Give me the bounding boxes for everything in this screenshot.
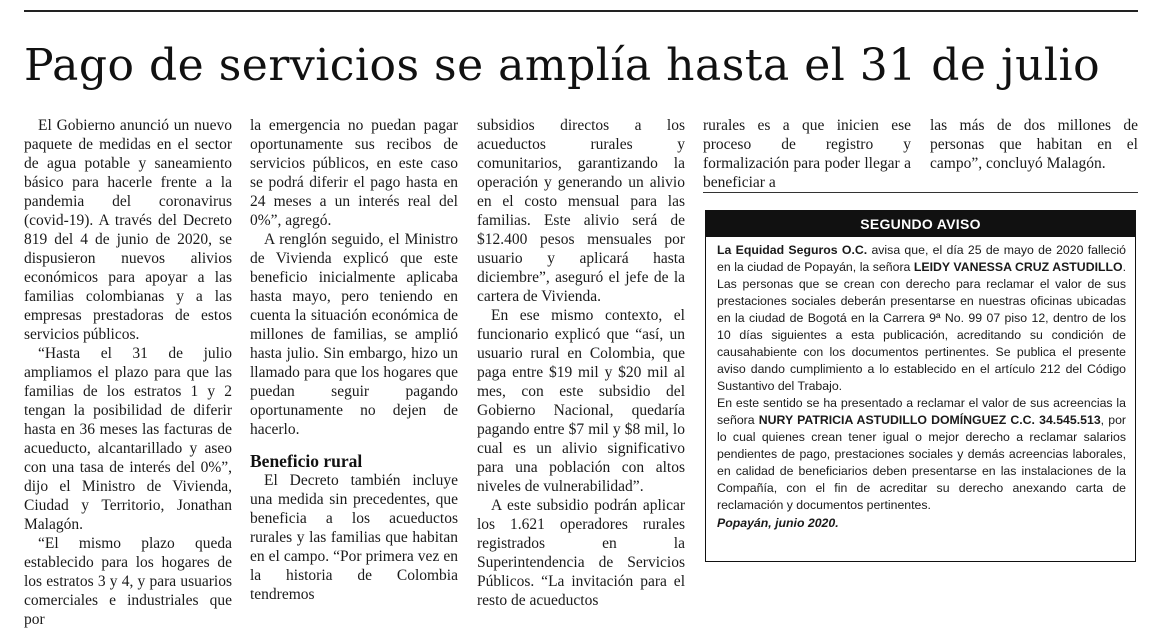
article-column-2 xyxy=(250,116,458,604)
article-paragraph: la emergencia no puedan pagar oportunamente sus recibos de servicios públicos, en este caso se podrá diferir el pago hasta en 24 meses a un interés real del 0%”, agregó. xyxy=(250,117,458,229)
headline: Pago de servicios se amplía hasta el 31 de julio xyxy=(24,40,1101,91)
article-paragraph: rurales es a que inicien ese proceso de registro y formalización para poder llegar a beneficiar a xyxy=(703,117,911,191)
notice-text: . Las personas que se crean con derecho para reclamar el valor de sus prestaciones sociales deberán presentarse en nuestras oficinas ubicadas en la ciudad de Bogotá en la Carrera 9ª No. 99 07 piso 12, dentro de los 10 días siguientes a esta publicación, acreditando su condición de causahabiente con los documentos pertinentes. Se publica el presente aviso dando cumplimiento a lo establecido en el artículo 212 del Código Sustantivo del Trabajo. xyxy=(717,260,1126,393)
notice-deceased-name: LEIDY VANESSA CRUZ ASTUDILLO xyxy=(913,260,1123,274)
article-column-1 xyxy=(24,116,232,629)
notice-claimant-name: NURY PATRICIA ASTUDILLO DOMÍNGUEZ C.C. 34.545.513 xyxy=(758,413,1101,427)
notice-title: SEGUNDO AVISO xyxy=(706,211,1135,237)
article-paragraph: A este subsidio podrán aplicar los 1.621 operadores rurales registrados en la Superintendencia de Servicios Públicos. “La invitación para el resto de acueductos xyxy=(477,497,685,609)
article-paragraph: A renglón seguido, el Ministro de Vivienda explicó que este beneficio inicialmente aplicaba hasta mayo, pero teniendo en cuenta la situación económica de millones de familias, se amplió hasta julio. Sin embargo, hizo un llamado para que los hogares que puedan seguir pagando oportunamente no dejen de hacerlo. xyxy=(250,231,458,438)
article-column-5 xyxy=(930,116,1138,173)
article-paragraph: subsidios directos a los acueductos rurales y comunitarios, garantizando la operación y generando un alivio en el costo mensual para las familias. Este alivio será de $12.400 pesos mensuales por usuario y aplicará hasta diciembre”, aseguró el jefe de la cartera de Vivienda. xyxy=(477,117,685,305)
article-paragraph: El Decreto también incluye una medida sin precedentes, que beneficia a los acueductos rurales y las familias que habitan en el campo. “Por primera vez en la historia de Colombia tendremos xyxy=(250,472,458,603)
article-paragraph: En ese mismo contexto, el funcionario explicó que “así, un usuario rural en Colombia, que paga entre $19 mil y $20 mil al mes, con este subsidio del Gobierno Nacional, quedaría pagando entre $7 mil y $8 mil, lo cual es un alivio significativo para una población con altos niveles de vulnerabilidad”. xyxy=(477,307,685,495)
top-rule xyxy=(24,10,1138,12)
article-paragraph: las más de dos millones de personas que habitan en el campo”, concluyó Malagón. xyxy=(930,117,1138,172)
article-subheading: Beneficio rural xyxy=(250,451,363,471)
legal-notice-box xyxy=(705,210,1136,562)
article-paragraph: “El mismo plazo queda establecido para los hogares de los estratos 3 y 4, y para usuarios comerciales e industriales que por xyxy=(24,535,232,628)
notice-body xyxy=(706,237,1135,532)
notice-text: avisa que, el día 25 de mayo de 2020 falleció en la ciudad de Popayán, la señora xyxy=(717,243,1126,274)
article-paragraph: “Hasta el 31 de julio ampliamos el plazo para que las familias de los estratos 1 y 2 tengan la posibilidad de diferir hasta en 36 meses las facturas de acueducto, alcantarillado y aseo con una tasa de interés del 0%”, dijo el Ministro de Vivienda, Ciudad y Territorio, Jonathan Malagón. xyxy=(24,345,232,533)
article-paragraph: El Gobierno anunció un nuevo paquete de medidas en el sector de agua potable y saneamiento básico para hacerle frente a la pandemia del coronavirus (covid-19). A través del Decreto 819 del 4 de junio de 2020, se dispusieron nuevos alivios económicos para apoyar a las familias colombianas y a las empresas prestadoras de estos servicios públicos. xyxy=(24,117,232,343)
notice-paragraph xyxy=(717,395,1126,514)
article-column-4 xyxy=(703,116,911,192)
notice-company: La Equidad Seguros O.C. xyxy=(717,243,868,257)
section-divider xyxy=(703,192,1138,193)
article-column-3 xyxy=(477,116,685,610)
notice-text: , por lo cual quienes crean tener igual o mejor derecho a reclamar salarios pendientes de pago, prestaciones sociales y demás acreencias laborales, en calidad de beneficiarios deben presentarse en las instalaciones de la Compañía, con el fin de acreditar su derecho anexando carta de reclamación y documentos pertinentes. xyxy=(717,413,1126,512)
notice-paragraph xyxy=(717,242,1126,395)
notice-text: En este sentido se ha presentado a reclamar el valor de sus acreencias la señora xyxy=(717,396,1126,427)
notice-date: Popayán, junio 2020. xyxy=(717,516,839,530)
